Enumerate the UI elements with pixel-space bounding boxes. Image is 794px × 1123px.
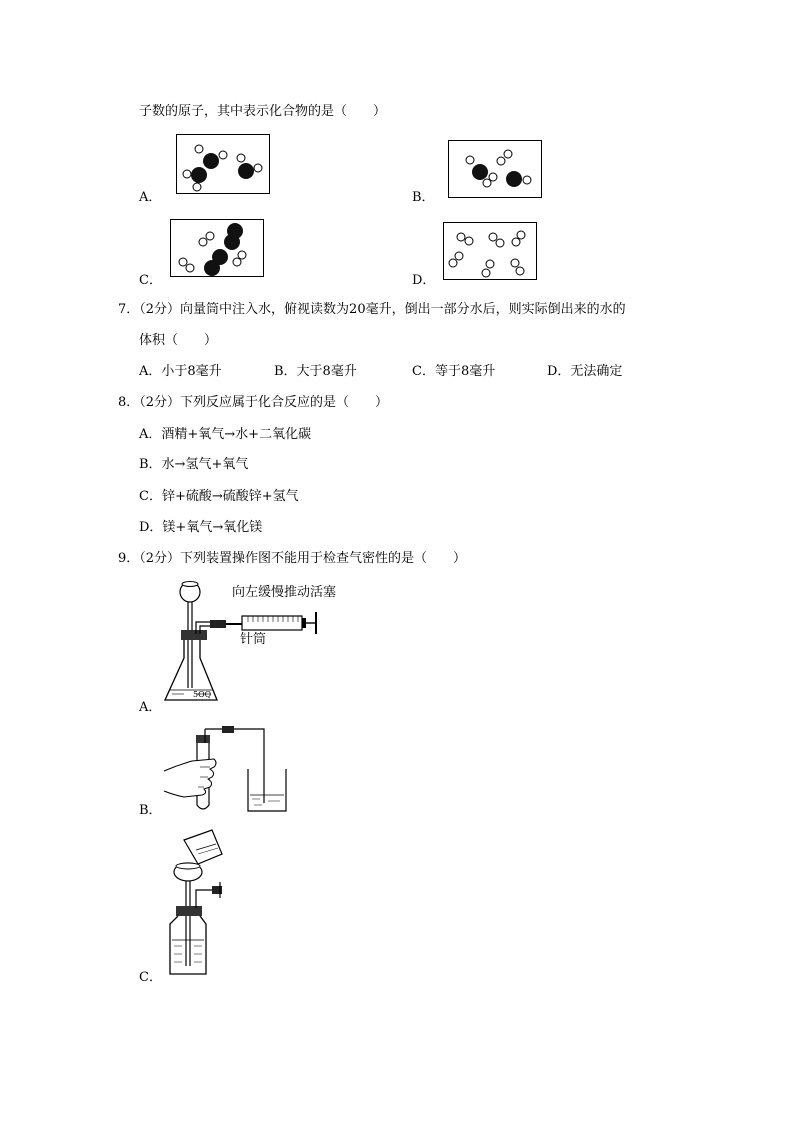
q9-a-syringe-annotation: 向左缓慢推动活塞 bbox=[232, 585, 337, 600]
q9-option-c-label: C． bbox=[139, 970, 162, 985]
q7-stem-continued: 体积（ ） bbox=[139, 333, 218, 348]
q9-option-b-label: B． bbox=[139, 803, 162, 818]
q8-option-c: C．锌+硫酸→硫酸锌+氢气 bbox=[139, 489, 299, 504]
q8-option-a: A．酒精+氧气→水+二氧化碳 bbox=[139, 427, 312, 442]
q8-stem: 8．（2分）下列反应属于化合反应的是（ ） bbox=[118, 395, 389, 410]
q6-option-d-figure bbox=[443, 222, 537, 280]
q7-option-c: C．等于8毫升 bbox=[412, 364, 496, 379]
q9-option-a-label: A． bbox=[139, 700, 162, 715]
q6-option-c-label: C． bbox=[139, 273, 162, 288]
q9-a-needle-annotation: 针筒 bbox=[240, 632, 267, 647]
q7-option-b: B．大于8毫升 bbox=[274, 364, 357, 379]
q8-option-b: B．水→氢气+氧气 bbox=[139, 457, 249, 472]
q6-option-b-label: B． bbox=[412, 190, 435, 205]
q8-option-d: D．镁+氧气→氧化镁 bbox=[139, 520, 263, 535]
q9-a-flask-mark: 5OQ bbox=[193, 690, 212, 699]
q9-stem: 9．（2分）下列装置操作图不能用于检查气密性的是（ ） bbox=[118, 551, 467, 566]
q6-option-d-label: D． bbox=[412, 273, 436, 288]
q6-option-c-figure bbox=[170, 219, 264, 277]
q7-stem: 7．（2分）向量筒中注入水，俯视读数为20毫升，倒出一部分水后，则实际倒出来的水的 bbox=[118, 302, 626, 317]
q9-option-c-apparatus bbox=[164, 828, 244, 978]
q6-option-a-figure bbox=[176, 134, 270, 194]
q9-option-b-apparatus bbox=[164, 725, 294, 817]
q7-option-d: D．无法确定 bbox=[547, 364, 623, 379]
q6-option-b-figure bbox=[448, 140, 542, 198]
q7-option-a: A．小于8毫升 bbox=[139, 364, 222, 379]
q6-stem-tail: 子数的原子，其中表示化合物的是（ ） bbox=[139, 104, 387, 119]
q6-option-a-label: A． bbox=[139, 190, 162, 205]
